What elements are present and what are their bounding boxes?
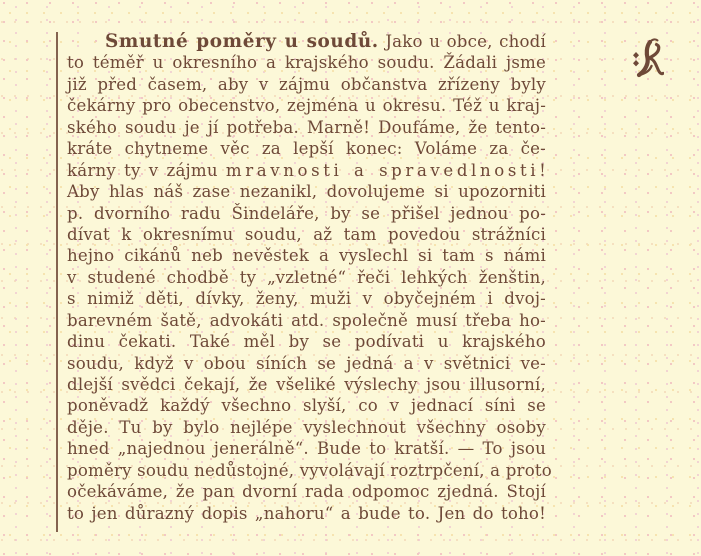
text-segment: dívat k okresnímu soudu, až tam povedou strážníci: [67, 224, 546, 244]
text-segment: Jako u obce, chodí: [378, 32, 547, 51]
text-line: [67, 52, 546, 73]
article-text-column: [67, 31, 552, 524]
text-line: [67, 353, 546, 374]
text-segment: hejno cikánů neb nevěstek a vyslechl si tam s námi: [67, 246, 546, 266]
text-line: [67, 181, 546, 202]
text-line: [67, 74, 546, 95]
text-segment: to téměř u okresního a krajského soudu. Žádali jsme: [67, 53, 546, 73]
text-segment: soudu, když v obou síních se jedná a v světnici ve-: [67, 353, 546, 373]
text-line: [67, 395, 546, 416]
text-segment: p. dvorního radu Šindeláře, by se přišel jednou po-: [67, 203, 546, 223]
text-line: [67, 117, 546, 138]
text-segment: ského soudu je jí potřeba. Marně! Doufáme, že tento-: [67, 117, 546, 137]
text-line: [67, 503, 546, 524]
text-segment: dlejší svědci čekají, že všeliké výslechy jsou illusorní,: [67, 375, 546, 394]
text-segment: to jen důrazný dopis „nahoru“ a bude to. Jen do toho!: [67, 503, 546, 523]
text-line: [67, 331, 546, 352]
ornament-letter-k: [630, 37, 664, 83]
text-line: [67, 417, 546, 438]
text-segment: čekárny pro obecenstvo, zejména u okresu. Též u kraj-: [67, 96, 546, 116]
text-segment: v studené chodbě ty „vzletné“ řeči lehkých ženštin,: [67, 267, 546, 287]
article-title: Smutné poměry u soudů.: [105, 31, 379, 52]
text-line: [67, 481, 546, 502]
text-line: [67, 224, 546, 245]
text-line: [67, 95, 546, 116]
text-line: [67, 288, 546, 309]
text-segment: kráte chytneme věc za lepší konec: Voláme za če-: [67, 139, 546, 159]
text-line: [67, 245, 546, 266]
text-line: [67, 374, 546, 395]
text-line: [67, 138, 546, 159]
text-line: [67, 31, 546, 52]
fraktur-k-icon: [630, 37, 664, 79]
text-segment: s nimiž děti, dívky, ženy, muži v obyčejném i dvoj-: [67, 289, 546, 309]
text-segment: mravnosti a spravedlnosti: [225, 160, 540, 180]
text-segment: děje. Tu by bylo nejlépe vyslechnout všechny osoby: [67, 417, 546, 437]
text-segment: barevném šatě, advokáti atd. společně musí třeba ho-: [67, 310, 546, 330]
text-line: [67, 267, 546, 288]
text-segment: již před časem, aby v zájmu občanstva zřízeny byly: [67, 74, 546, 94]
text-line: [67, 460, 552, 481]
text-segment: Aby hlas náš zase nezanikl, dovolujeme si upozorniti: [67, 182, 546, 202]
text-line: [67, 438, 546, 459]
text-line: [67, 203, 546, 224]
text-segment: očekáváme, že pan dvorní rada odpomoc zjedná. Stojí: [67, 482, 546, 502]
text-segment: !: [539, 160, 546, 180]
text-segment: hned „najednou jenerálně“. Bude to kratší. — To jsou: [67, 439, 546, 459]
text-segment: kárny ty v zájmu: [67, 160, 226, 180]
text-segment: dinu čekati. Také měl by se podívati u krajského: [67, 332, 546, 352]
text-segment: poněvadž každý všechno slyší, co v jednací síni se: [67, 396, 546, 416]
text-line: [67, 310, 546, 331]
text-line: [67, 160, 546, 181]
text-segment: poměry soudu nedůstojné, vyvolávají roztrpčení, a proto: [67, 460, 552, 480]
column-divider-rule: [56, 32, 58, 532]
